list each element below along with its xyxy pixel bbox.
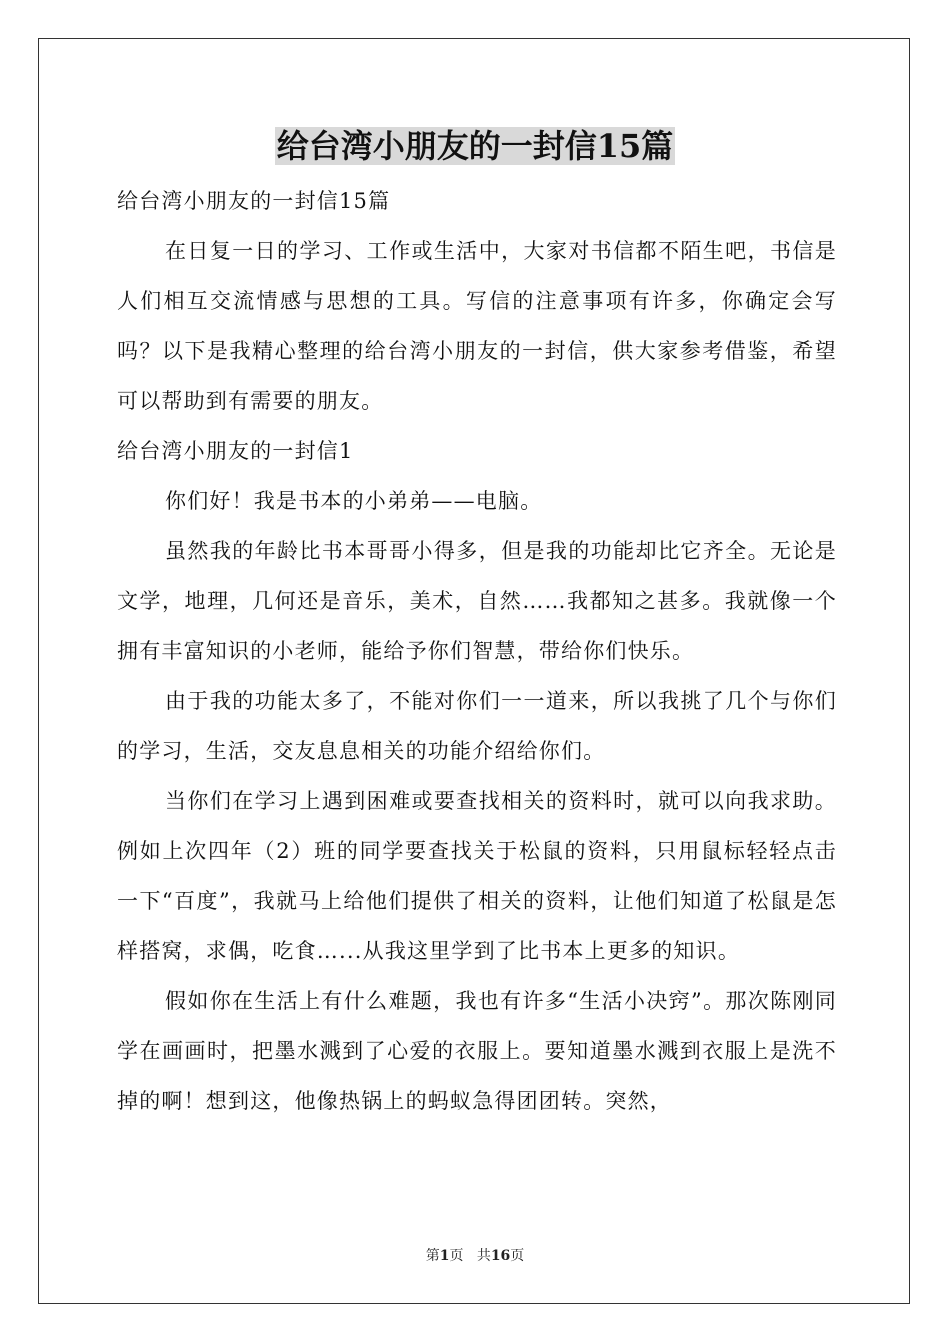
body-paragraph-3: 由于我的功能太多了，不能对你们一一道来，所以我挑了几个与你们的学习，生活，交友息息相关的功能介绍给你们。 <box>117 689 837 763</box>
body-paragraph-4: 当你们在学习上遇到困难或要查找相关的资料时，就可以向我求助。例如上次四年（2）班的同学要查找关于松鼠的资料，只用鼠标轻轻点击一下“百度”，我就马上给他们提供了相关的资料，让他们知道了松鼠是怎样搭窝，求偶，吃食…...从我这里学到了比书本上更多的知识。 <box>117 789 837 963</box>
footer-total-prefix: 共 <box>476 1248 491 1264</box>
intro-paragraph: 在日复一日的学习、工作或生活中，大家对书信都不陌生吧，书信是人们相互交流情感与思想的工具。写信的注意事项有许多，你确定会写吗？以下是我精心整理的给台湾小朋友的一封信，供大家参考借鉴，希望可以帮助到有需要的朋友。 <box>117 239 837 413</box>
document-subtitle: 给台湾小朋友的一封信15篇 <box>117 189 391 213</box>
footer-total-pages: 16 <box>490 1248 511 1264</box>
body-paragraph-2: 虽然我的年龄比书本哥哥小得多，但是我的功能却比它齐全。无论是文学，地理，几何还是音乐，美术，自然……我都知之甚多。我就像一个拥有丰富知识的小老师，能给予你们智慧，带给你们快乐。 <box>117 539 837 663</box>
footer-page-suffix: 页 <box>449 1248 464 1264</box>
footer-page-number: 1 <box>439 1248 450 1264</box>
body-paragraph-5: 假如你在生活上有什么难题，我也有许多“生活小决窍”。那次陈刚同学在画画时，把墨水溅到了心爱的衣服上。要知道墨水溅到衣服上是洗不掉的啊！想到这，他像热锅上的蚂蚁急得团团转。突然， <box>117 989 837 1113</box>
document-title <box>0 122 950 170</box>
body-paragraph-1: 你们好！我是书本的小弟弟——电脑。 <box>165 489 543 513</box>
page-footer <box>0 1246 950 1266</box>
footer-total-suffix: 页 <box>510 1248 525 1264</box>
section-heading: 给台湾小朋友的一封信1 <box>117 439 354 463</box>
document-body <box>117 176 837 1126</box>
footer-page-prefix: 第 <box>425 1248 440 1264</box>
document-title-text: 给台湾小朋友的一封信15篇 <box>276 127 674 165</box>
